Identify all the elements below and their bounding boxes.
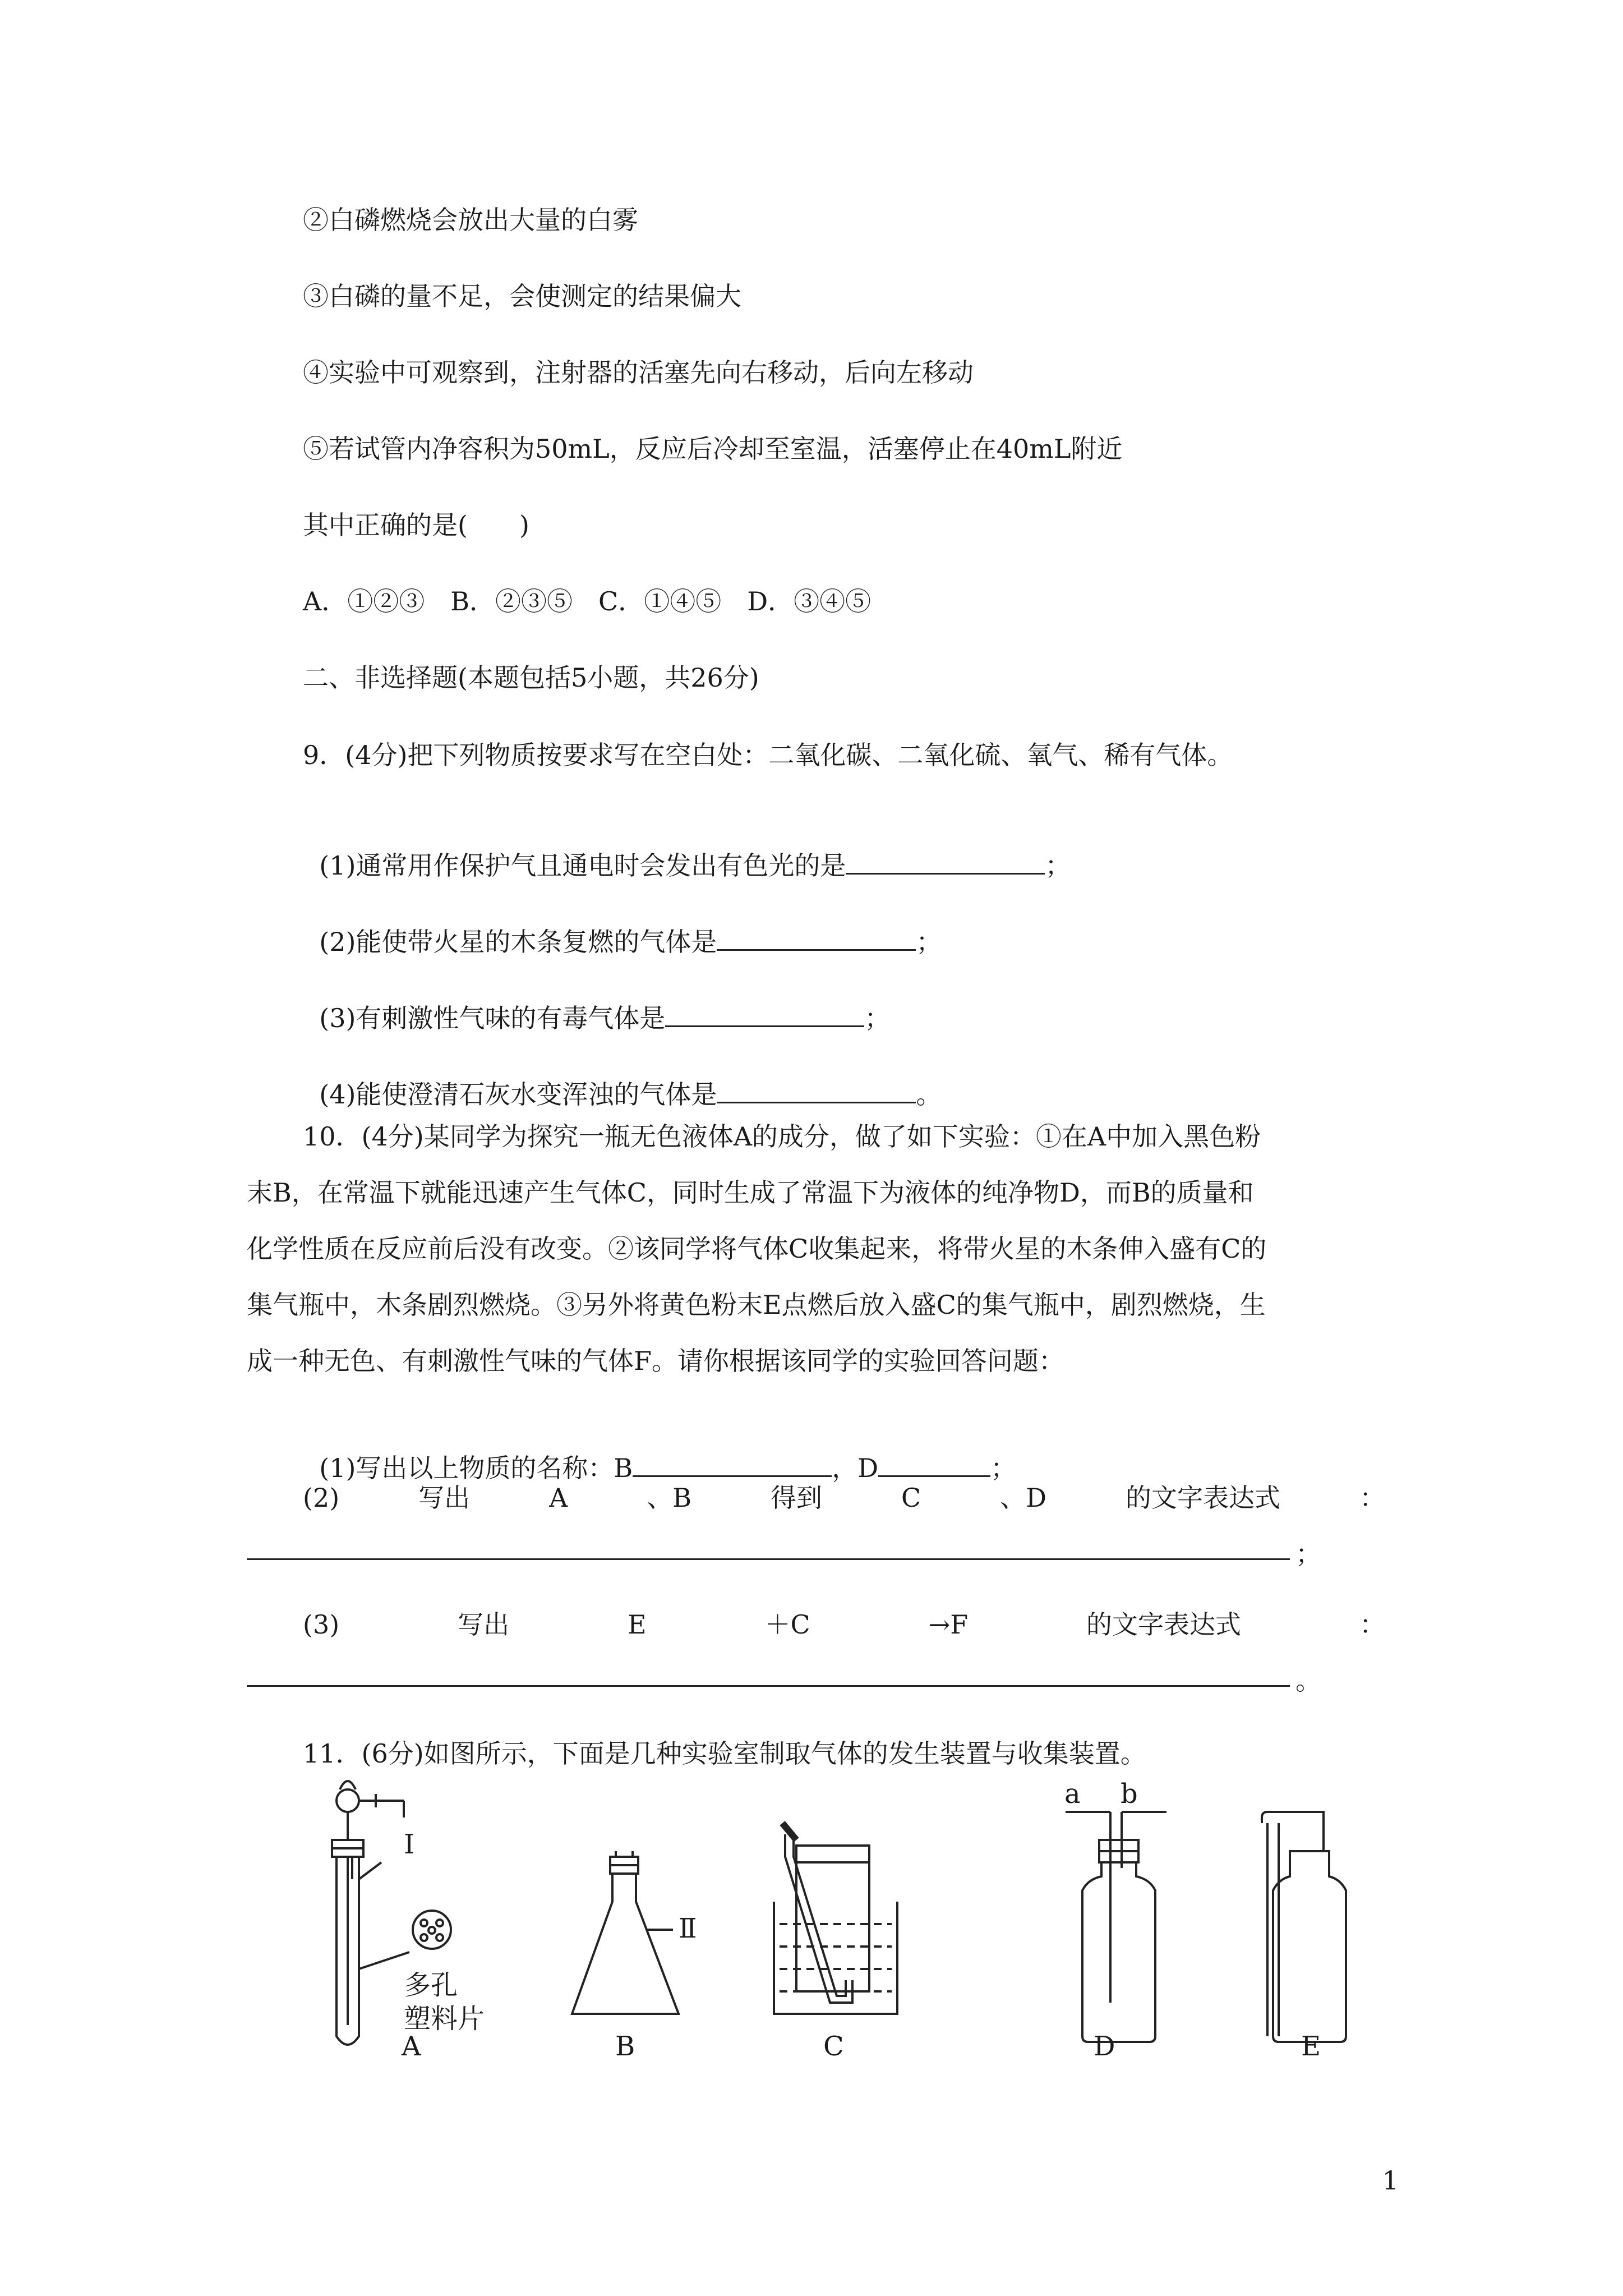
word: →F xyxy=(928,1609,969,1640)
question-prompt: 其中正确的是( ) xyxy=(303,510,529,540)
label-tube-i: Ⅰ xyxy=(404,1829,414,1860)
answer-blank xyxy=(846,848,1045,875)
word: A xyxy=(549,1483,568,1513)
label-porous: 多孔 xyxy=(404,1970,458,2001)
q10-line-4: 集气瓶中，木条剧烈燃烧。③另外将黄色粉末E点燃后放入盛C的集气瓶中，剧烈燃烧，生 xyxy=(247,1290,1266,1320)
label-apparatus-a: A xyxy=(402,2031,421,2062)
apparatus-d xyxy=(1066,1812,1166,2042)
q10-line-2: 末B，在常温下就能迅速产生气体C，同时生成了常温下为液体的纯净物D，而B的质量和 xyxy=(247,1177,1254,1208)
label-apparatus-e: E xyxy=(1301,2031,1321,2062)
punct: ； xyxy=(990,1453,1017,1483)
label-apparatus-d: D xyxy=(1094,2031,1115,2062)
apparatus-b xyxy=(572,1851,679,2014)
word: 、B xyxy=(647,1483,692,1513)
word: 的文字表达式 xyxy=(1125,1483,1280,1513)
q9-part-3-text: (3)有刺激性气味的有毒气体是 xyxy=(319,1003,666,1033)
label-apparatus-c: C xyxy=(823,2031,844,2062)
apparatus-figure xyxy=(292,1778,1413,2070)
word: C xyxy=(901,1483,921,1513)
word: 写出 xyxy=(418,1483,471,1513)
q10-part-1-text-a: (1)写出以上物质的名称：B xyxy=(319,1453,633,1483)
q10-part-1-text-b: ，D xyxy=(832,1453,879,1483)
word: (2) xyxy=(303,1483,340,1513)
q9-part-2-text: (2)能使带火星的木条复燃的气体是 xyxy=(319,927,717,957)
word: 得到 xyxy=(771,1483,823,1513)
word: ： xyxy=(1359,1609,1385,1640)
q10-line-1: 10．(4分)某同学为探究一瓶无色液体A的成分，做了如下实验：①在A中加入黑色粉 xyxy=(303,1121,1261,1152)
q9-part-1 xyxy=(303,815,1071,882)
label-flask-ii: Ⅱ xyxy=(679,1913,697,1944)
punct: 。 xyxy=(1295,1665,1321,1696)
statement-4: ④实验中可观察到，注射器的活塞先向右移动，后向左移动 xyxy=(303,357,974,388)
answer-blank xyxy=(665,1001,864,1027)
word: 写出 xyxy=(458,1609,510,1640)
answer-blank-long xyxy=(247,1685,1290,1687)
statement-3: ③白磷的量不足，会使测定的结果偏大 xyxy=(303,281,741,311)
q9-part-4-text: (4)能使澄清石灰水变浑浊的气体是 xyxy=(319,1079,717,1110)
punct: 。 xyxy=(916,1079,942,1110)
q10-line-3: 化学性质在反应前后没有改变。②该同学将气体C收集起来，将带火星的木条伸入盛有C的 xyxy=(247,1234,1267,1264)
q10-part-1 xyxy=(303,1417,1016,1485)
label-plastic-sheet: 塑料片 xyxy=(404,2003,485,2035)
q9-part-2 xyxy=(303,891,942,959)
section-heading: 二、非选择题(本题包括5小题，共26分) xyxy=(303,662,759,693)
answer-blank-long xyxy=(247,1558,1290,1560)
q9-stem: 9．(4分)把下列物质按要求写在空白处：二氧化碳、二氧化硫、氧气、稀有气体。 xyxy=(303,740,1233,770)
word: E xyxy=(628,1609,647,1640)
word: 、D xyxy=(1000,1483,1047,1513)
q9-part-3 xyxy=(303,967,890,1035)
answer-blank xyxy=(717,924,916,951)
q9-part-1-text: (1)通常用作保护气且通电时会发出有色光的是 xyxy=(319,850,846,881)
punct: ； xyxy=(1295,1539,1321,1569)
q10-part-3 xyxy=(303,1608,1385,1641)
q10-line-5: 成一种无色、有刺激性气味的气体F。请你根据该同学的实验回答问题： xyxy=(247,1346,1064,1376)
punct: ； xyxy=(864,1003,891,1033)
statement-5: ⑤若试管内净容积为50mL，反应后冷却至室温，活塞停止在40mL附近 xyxy=(303,434,1123,464)
punct: ； xyxy=(916,927,942,957)
word: ＋C xyxy=(764,1609,810,1640)
q11-stem: 11．(6分)如图所示，下面是几种实验室制取气体的发生装置与收集装置。 xyxy=(303,1738,1146,1769)
answer-options: A．①②③ B．②③⑤ C．①④⑤ D．③④⑤ xyxy=(303,586,872,616)
punct: ； xyxy=(1045,850,1071,881)
word: (3) xyxy=(303,1609,340,1640)
label-apparatus-b: B xyxy=(615,2031,635,2062)
page-number: 1 xyxy=(1382,2165,1399,2196)
answer-blank xyxy=(633,1451,832,1477)
apparatus-c xyxy=(774,1823,897,2014)
apparatus-e xyxy=(1262,1812,1346,2042)
statement-2: ②白磷燃烧会放出大量的白雾 xyxy=(303,205,638,235)
label-pipe-b: b xyxy=(1121,1778,1138,1810)
word: 的文字表达式 xyxy=(1086,1609,1242,1640)
word: ： xyxy=(1359,1483,1385,1513)
answer-blank xyxy=(717,1077,916,1103)
label-pipe-a: a xyxy=(1064,1778,1081,1810)
q9-part-4 xyxy=(303,1043,942,1111)
answer-blank xyxy=(878,1451,990,1477)
q10-part-2 xyxy=(303,1481,1385,1515)
